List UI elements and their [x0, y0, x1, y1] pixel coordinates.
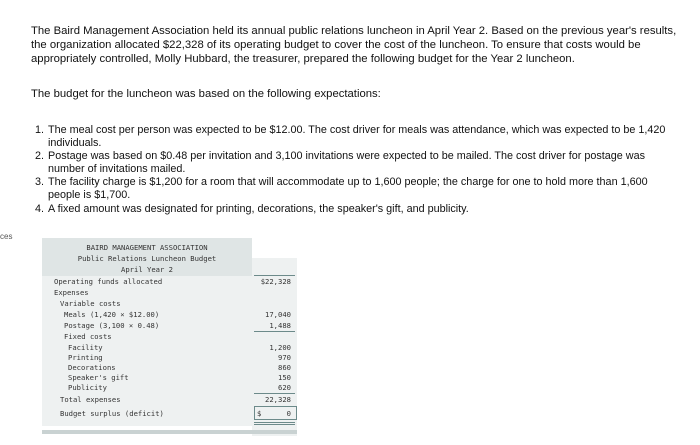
list-item [35, 176, 675, 201]
list-item-number: 4. [35, 202, 45, 215]
rule-line [254, 275, 295, 276]
budget-table [42, 238, 297, 433]
surplus-value: 0 [286, 409, 291, 418]
budget-header [42, 238, 252, 276]
table-row [42, 331, 297, 342]
funds-label: Operating funds allocated [54, 277, 163, 286]
total-expenses-label: Total expenses [60, 395, 121, 404]
list-item-text: The facility charge is $1,200 for a room that will accommodate up to 1,600 people; the charge for one to hold more than 1,600 people is $1,700. [48, 176, 648, 201]
expectations-list [35, 124, 675, 216]
table-row [42, 382, 297, 393]
printing-value: 970 [278, 353, 291, 362]
facility-value: 1,200 [269, 343, 291, 352]
table-bottom-bar [42, 430, 297, 434]
double-rule-line [254, 422, 295, 423]
table-row [42, 394, 297, 405]
budget-date: April Year 2 [121, 265, 173, 274]
postage-label: Postage (3,100 × 0.48) [64, 321, 160, 330]
publicity-value: 620 [278, 383, 291, 392]
speakers-gift-label: Speaker's gift [68, 373, 129, 382]
list-item-text: A fixed amount was designated for printing, decorations, the speaker's gift, and publicity. [48, 202, 469, 215]
fixed-costs-label: Fixed costs [64, 332, 112, 341]
postage-value: 1,488 [269, 321, 291, 330]
side-tab-label: ces [0, 232, 13, 241]
list-item [35, 203, 675, 216]
table-row [42, 320, 297, 331]
expenses-label: Expenses [54, 288, 89, 297]
budget-title: BAIRD MANAGEMENT ASSOCIATION [86, 243, 208, 252]
list-item [35, 150, 675, 175]
speakers-gift-value: 150 [278, 373, 291, 382]
table-row [42, 276, 297, 287]
list-item-number: 1. [35, 124, 45, 136]
variable-costs-label: Variable costs [60, 299, 121, 308]
list-item-number: 2. [35, 150, 45, 163]
expectations-heading: The budget for the luncheon was based on the following expectations: [31, 88, 381, 100]
surplus-currency: $ [257, 409, 262, 418]
list-item [35, 124, 675, 149]
printing-label: Printing [68, 353, 103, 362]
list-item-text: Postage was based on $0.48 per invitation and 3,100 invitations were expected to be mailed. The cost driver for postage was number of invitations mailed. [48, 150, 645, 175]
intro-text [31, 24, 691, 66]
facility-label: Facility [68, 343, 103, 352]
table-row [42, 287, 297, 298]
funds-value: $22,328 [260, 277, 291, 286]
table-row [42, 408, 297, 419]
list-item-text: The meal cost per person was expected to be $12.00. The cost driver for meals was attendance, which was expected to be 1,420 individuals. [48, 124, 666, 149]
decorations-value: 860 [278, 363, 291, 372]
total-expenses-value: 22,328 [265, 395, 291, 404]
table-row [42, 309, 297, 320]
intro-paragraph: The Baird Management Association held its annual public relations luncheon in April Year 2. Based on the previous year's results, the organization allocated $22,328 of its operating budget to cover the cost of the luncheon. To ensure that costs would be appropriately controlled, Molly Hubbard, the treasurer, prepared the following budget for the Year 2 luncheon. [31, 25, 677, 65]
meals-value: 17,040 [265, 310, 291, 319]
table-row [42, 298, 297, 309]
surplus-label: Budget surplus (deficit) [60, 409, 164, 418]
publicity-label: Publicity [68, 383, 107, 392]
budget-subtitle: Public Relations Luncheon Budget [77, 254, 217, 263]
list-item-number: 3. [35, 176, 45, 189]
decorations-label: Decorations [68, 363, 116, 372]
meals-label: Meals (1,420 × $12.00) [64, 310, 160, 319]
double-rule-line [254, 424, 295, 425]
